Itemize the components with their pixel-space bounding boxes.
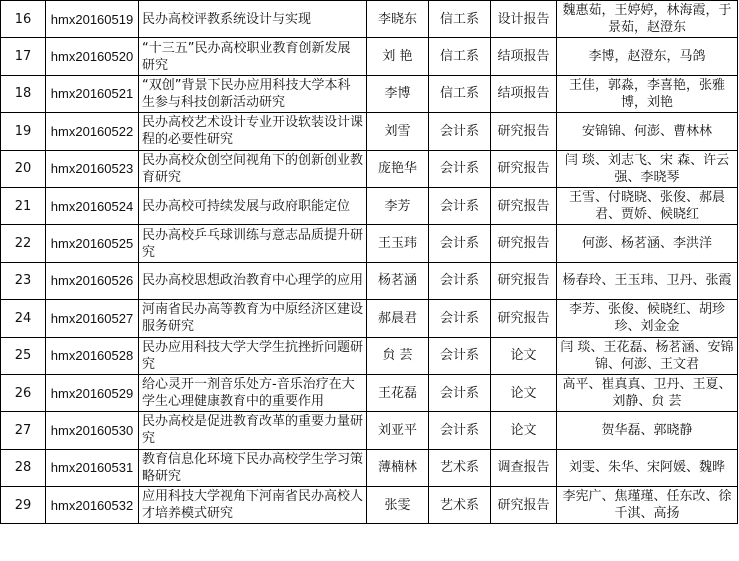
department: 会计系 [429, 262, 491, 299]
table-row [1, 75, 738, 112]
result-type: 研究报告 [491, 187, 557, 224]
table-row [1, 113, 738, 150]
department: 信工系 [429, 38, 491, 75]
project-leader: 刘 艳 [367, 38, 429, 75]
table-row [1, 225, 738, 262]
result-type: 研究报告 [491, 225, 557, 262]
team-members: 高平、崔真真、卫丹、王夏、刘静、贠 芸 [557, 374, 738, 411]
project-code: hmx20160527 [46, 300, 139, 337]
row-number: 19 [1, 113, 46, 150]
result-type: 结项报告 [491, 75, 557, 112]
department: 会计系 [429, 150, 491, 187]
result-type: 研究报告 [491, 300, 557, 337]
team-members: 王佳，郭淼，李喜艳，张雅博，刘艳 [557, 75, 738, 112]
project-code: hmx20160528 [46, 337, 139, 374]
table-row [1, 1, 738, 38]
project-code: hmx20160532 [46, 487, 139, 524]
project-leader: 郝晨君 [367, 300, 429, 337]
team-members: 贺华磊、郭晓静 [557, 412, 738, 449]
project-title: 民办高校是促进教育改革的重要力量研究 [139, 412, 367, 449]
project-code: hmx20160525 [46, 225, 139, 262]
table-row [1, 262, 738, 299]
project-code: hmx20160520 [46, 38, 139, 75]
department: 会计系 [429, 337, 491, 374]
team-members: 闫 琰、刘志飞、宋 森、许云强、李晓琴 [557, 150, 738, 187]
result-type: 研究报告 [491, 262, 557, 299]
table-row [1, 487, 738, 524]
result-type: 研究报告 [491, 487, 557, 524]
row-number: 25 [1, 337, 46, 374]
team-members: 安锦锦、何澎、曹林林 [557, 113, 738, 150]
project-leader: 王玉玮 [367, 225, 429, 262]
result-type: 调查报告 [491, 449, 557, 486]
project-code: hmx20160531 [46, 449, 139, 486]
project-leader: 刘亚平 [367, 412, 429, 449]
team-members: 杨春玲、王玉玮、卫丹、张霞 [557, 262, 738, 299]
row-number: 28 [1, 449, 46, 486]
team-members: 刘雯、朱华、宋阿媛、魏晔 [557, 449, 738, 486]
team-members: 李宪广、焦瑾瑾、任东改、徐千淇、高扬 [557, 487, 738, 524]
project-leader: 贠 芸 [367, 337, 429, 374]
row-number: 16 [1, 1, 46, 38]
project-title: 民办高校乒乓球训练与意志品质提升研究 [139, 225, 367, 262]
project-title: 民办高校评教系统设计与实现 [139, 1, 367, 38]
row-number: 18 [1, 75, 46, 112]
row-number: 24 [1, 300, 46, 337]
result-type: 研究报告 [491, 113, 557, 150]
project-title: 河南省民办高等教育为中原经济区建设服务研究 [139, 300, 367, 337]
project-code: hmx20160523 [46, 150, 139, 187]
row-number: 26 [1, 374, 46, 411]
project-title: 民办高校思想政治教育中心理学的应用 [139, 262, 367, 299]
team-members: 闫 琰、王花磊、杨茗涵、安锦锦、何澎、王文君 [557, 337, 738, 374]
table-row [1, 187, 738, 224]
table-row [1, 449, 738, 486]
team-members: 王雪、付晓晓、张俊、郝晨君、贾娇、候晓红 [557, 187, 738, 224]
result-type: 设计报告 [491, 1, 557, 38]
project-leader: 李芳 [367, 187, 429, 224]
department: 会计系 [429, 187, 491, 224]
table-row [1, 337, 738, 374]
project-code: hmx20160526 [46, 262, 139, 299]
project-title: 教育信息化环境下民办高校学生学习策略研究 [139, 449, 367, 486]
department: 会计系 [429, 412, 491, 449]
project-code: hmx20160529 [46, 374, 139, 411]
row-number: 21 [1, 187, 46, 224]
result-type: 论文 [491, 374, 557, 411]
row-number: 23 [1, 262, 46, 299]
table-row [1, 374, 738, 411]
project-title: “双创”背景下民办应用科技大学本科生参与科技创新活动研究 [139, 75, 367, 112]
team-members: 李芳、张俊、候晓红、胡珍珍、刘金金 [557, 300, 738, 337]
project-title: 民办应用科技大学大学生抗挫折问题研究 [139, 337, 367, 374]
department: 会计系 [429, 374, 491, 411]
department: 信工系 [429, 75, 491, 112]
project-leader: 庞艳华 [367, 150, 429, 187]
row-number: 22 [1, 225, 46, 262]
project-leader: 王花磊 [367, 374, 429, 411]
project-leader: 薄楠林 [367, 449, 429, 486]
department: 艺术系 [429, 487, 491, 524]
project-code: hmx20160530 [46, 412, 139, 449]
project-leader: 李博 [367, 75, 429, 112]
team-members: 何澎、杨茗涵、李洪洋 [557, 225, 738, 262]
result-type: 结项报告 [491, 38, 557, 75]
row-number: 20 [1, 150, 46, 187]
department: 会计系 [429, 300, 491, 337]
result-type: 论文 [491, 337, 557, 374]
result-type: 论文 [491, 412, 557, 449]
row-number: 27 [1, 412, 46, 449]
table-row [1, 150, 738, 187]
table-row [1, 412, 738, 449]
department: 信工系 [429, 1, 491, 38]
table-row [1, 300, 738, 337]
result-type: 研究报告 [491, 150, 557, 187]
project-code: hmx20160522 [46, 113, 139, 150]
department: 会计系 [429, 225, 491, 262]
team-members: 李博，赵澄东，马鸽 [557, 38, 738, 75]
project-title: 民办高校众创空间视角下的创新创业教育研究 [139, 150, 367, 187]
row-number: 17 [1, 38, 46, 75]
project-code: hmx20160524 [46, 187, 139, 224]
project-title: 应用科技大学视角下河南省民办高校人才培养模式研究 [139, 487, 367, 524]
project-leader: 张雯 [367, 487, 429, 524]
project-leader: 李晓东 [367, 1, 429, 38]
table-body [1, 1, 738, 524]
project-title: 给心灵开一剂音乐处方-音乐治疗在大学生心理健康教育中的重要作用 [139, 374, 367, 411]
department: 会计系 [429, 113, 491, 150]
team-members: 魏惠茹，王婷婷，林海霞，于景茹，赵澄东 [557, 1, 738, 38]
department: 艺术系 [429, 449, 491, 486]
table-row [1, 38, 738, 75]
project-title: 民办高校可持续发展与政府职能定位 [139, 187, 367, 224]
project-title: 民办高校艺术设计专业开设软装设计课程的必要性研究 [139, 113, 367, 150]
project-title: “十三五”民办高校职业教育创新发展研究 [139, 38, 367, 75]
project-code: hmx20160521 [46, 75, 139, 112]
project-code: hmx20160519 [46, 1, 139, 38]
project-leader: 杨茗涵 [367, 262, 429, 299]
project-leader: 刘雪 [367, 113, 429, 150]
row-number: 29 [1, 487, 46, 524]
